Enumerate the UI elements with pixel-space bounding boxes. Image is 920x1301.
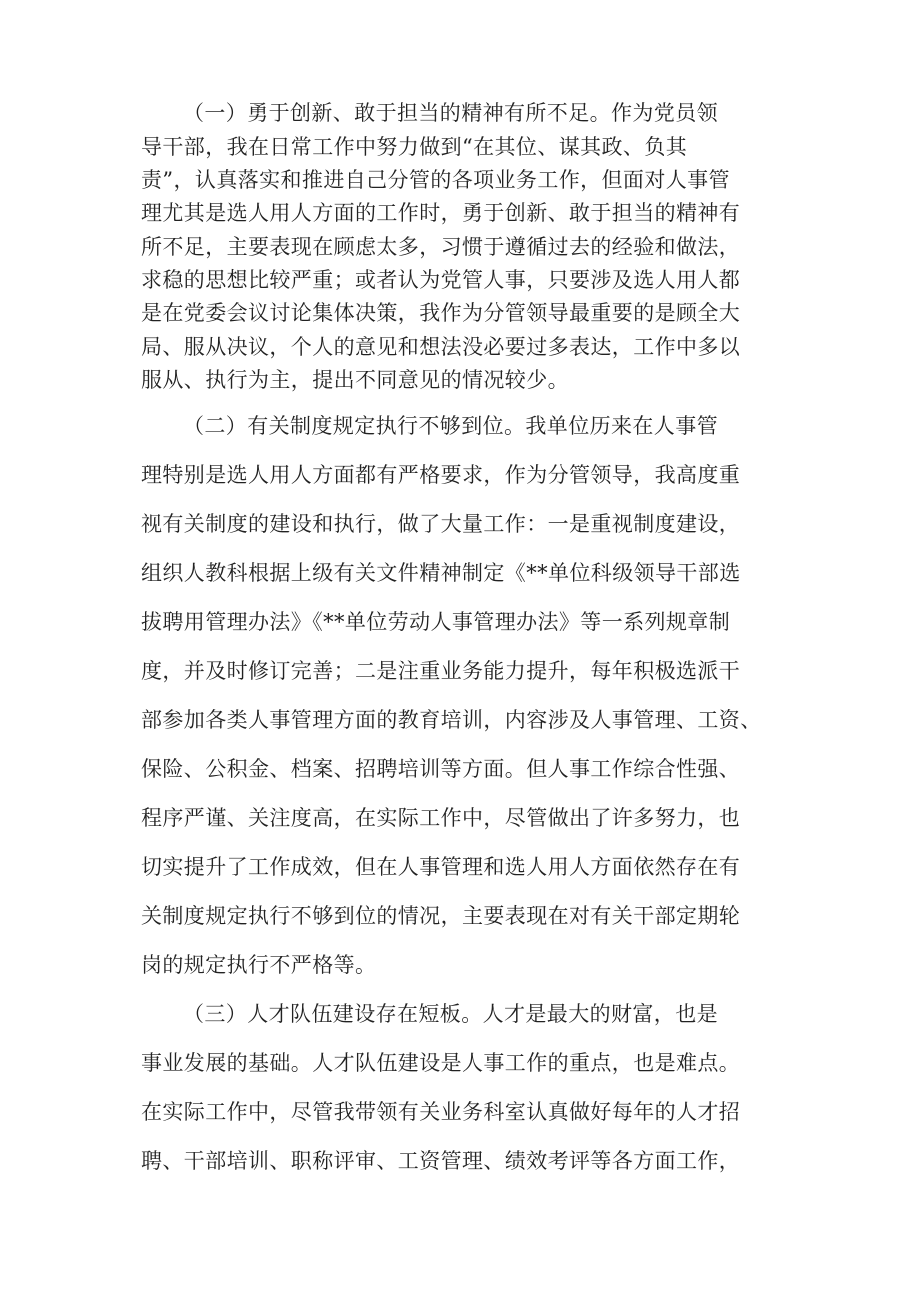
paragraph-line: 保险、公积金、档案、招聘培训等方面。但人事工作综合性强、 (141, 757, 741, 781)
paragraph-line: 服从、执行为主，提出不同意见的情况较少。 (141, 368, 569, 392)
paragraph-line: 理尤其是选人用人方面的工作时，勇于创新、敢于担当的精神有 (141, 201, 741, 225)
paragraph-line: （二）有关制度规定执行不够到位。我单位历来在人事管 (183, 414, 718, 438)
paragraph-line: 度，并及时修订完善；二是注重业务能力提升，每年积极选派干 (141, 659, 741, 683)
paragraph-line: 切实提升了工作成效，但在人事管理和选人用人方面依然存在有 (141, 855, 741, 879)
paragraph-line: 聘、干部培训、职称评审、工资管理、绩效考评等各方面工作， (141, 1149, 741, 1173)
paragraph-line: 在实际工作中，尽管我带领有关业务科室认真做好每年的人才招 (141, 1100, 741, 1124)
paragraph-line: 关制度规定执行不够到位的情况，主要表现在对有关干部定期轮 (141, 904, 741, 928)
paragraph-line: 所不足，主要表现在顾虑太多，习惯于遵循过去的经验和做法， (141, 235, 741, 259)
paragraph-line: 部参加各类人事管理方面的教育培训，内容涉及人事管理、工资、 (141, 708, 762, 732)
paragraph-line: 求稳的思想比较严重；或者认为党管人事，只要涉及选人用人都 (141, 268, 741, 292)
paragraph-line: （一）勇于创新、敢于担当的精神有所不足。作为党员领 (183, 101, 718, 125)
paragraph-line: 导干部，我在日常工作中努力做到“在其位、谋其政、负其 (141, 135, 688, 159)
paragraph-line: 局、服从决议，个人的意见和想法没必要过多表达，工作中多以 (141, 335, 741, 359)
paragraph-line: 事业发展的基础。人才队伍建设是人事工作的重点，也是难点。 (141, 1051, 741, 1075)
paragraph-line: 拔聘用管理办法》《**单位劳动人事管理办法》等一系列规章制 (141, 610, 731, 634)
paragraph-line: 岗的规定执行不严格等。 (141, 953, 377, 977)
paragraph-line: 责”，认真落实和推进自己分管的各项业务工作，但面对人事管 (141, 168, 730, 192)
paragraph-line: 理特别是选人用人方面都有严格要求，作为分管领导，我高度重 (141, 463, 741, 487)
paragraph-line: 视有关制度的建设和执行，做了大量工作：一是重视制度建设， (141, 512, 741, 536)
paragraph-line: 是在党委会议讨论集体决策，我作为分管领导最重要的是顾全大 (141, 301, 741, 325)
paragraph-line: 组织人教科根据上级有关文件精神制定《**单位科级领导干部选 (141, 561, 741, 585)
paragraph-line: （三）人才队伍建设存在短板。人才是最大的财富，也是 (183, 1002, 718, 1026)
paragraph-line: 程序严谨、关注度高，在实际工作中，尽管做出了许多努力，也 (141, 806, 741, 830)
